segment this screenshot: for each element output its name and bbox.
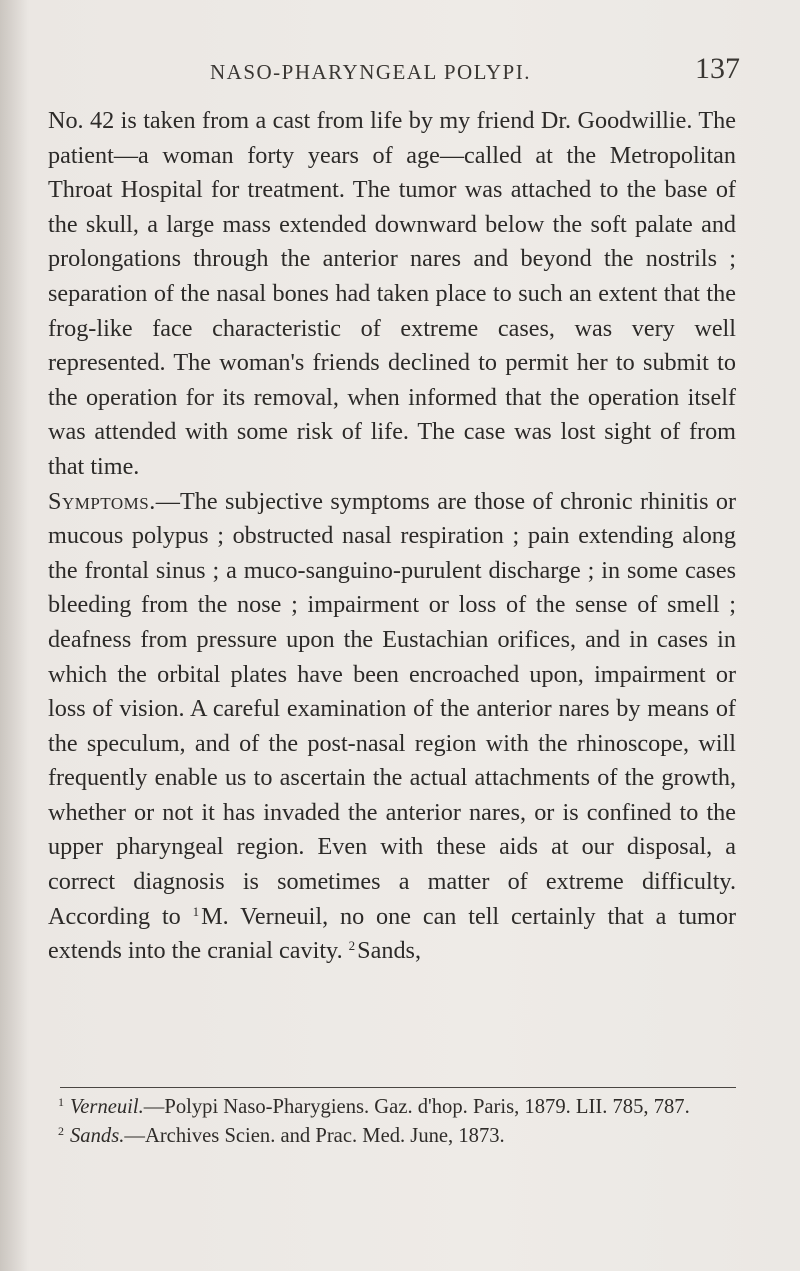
page-number: 137 <box>695 52 740 85</box>
footnote-number: 1 <box>58 1095 64 1109</box>
running-head: NASO-PHARYNGEAL POLYPI. <box>210 60 531 84</box>
symptoms-text: —The subjective symptoms are those of chronic rhinitis or mucous polypus ; obstructed nasal respiration ; pain extending along the frontal sinus ; a muco-sanguino-purulent discharge ; in some cases bleeding from the nose ; impairment or loss of the sense of smell ; deafness from pressure upon the Eustachian orifices, and in cases in which the orbital plates have been encroached upon, impairment or loss of vision. A careful examination of the anterior nares by means of the speculum, and of the post-nasal region with the rhinoscope, will frequently enable us to ascertain the actual attachments of the growth, whether or not it has invaded the anterior nares, or is confined to the upper pharyngeal region. Even with these aids at our disposal, a correct diagnosis is sometimes a matter of extreme difficulty. According to <box>48 487 736 930</box>
footnote-text: —Polypi Naso-Pharygiens. Gaz. d'hop. Paris, 1879. LII. 785, 787. <box>143 1096 690 1118</box>
footnote-ref-1[interactable]: 1 <box>192 903 200 919</box>
page-header <box>210 52 740 88</box>
spine-shadow <box>0 0 28 1271</box>
footnote-rule <box>60 1087 736 1088</box>
paragraph-case-42: No. 42 is taken from a cast from life by my friend Dr. Goodwillie. The patient—a woman forty years of age—called at the Metropolitan Throat Hospital for treatment. The tumor was attached to the base of the skull, a large mass extended downward below the soft palate and prolongations through the anterior nares and beyond the nostrils ; separation of the nasal bones had taken place to such an extent that the frog-like face characteristic of extreme cases, was very well represented. The woman's friends declined to permit her to submit to the operation for its removal, when informed that the operation itself was attended with some risk of life. The case was lost sight of from that time. <box>48 107 736 480</box>
footnote-author: Verneuil. <box>70 1096 144 1118</box>
paragraph-symptoms <box>48 485 736 969</box>
footnote-2 <box>48 1122 736 1151</box>
footnote-1 <box>48 1093 736 1122</box>
footnote-author: Sands. <box>70 1125 125 1147</box>
sands-text: Sands, <box>357 937 422 965</box>
footnote-number: 2 <box>58 1124 64 1138</box>
verneuil-text: M. Verneuil, no one can tell certainly that a tumor extends into the cranial cavity. <box>48 902 737 965</box>
body-text <box>48 104 736 969</box>
symptoms-heading: Symptoms. <box>48 487 156 515</box>
footnotes <box>48 1093 736 1151</box>
footnote-ref-2[interactable]: 2 <box>348 938 356 954</box>
footnote-text: —Archives Scien. and Prac. Med. June, 1873. <box>124 1125 505 1147</box>
